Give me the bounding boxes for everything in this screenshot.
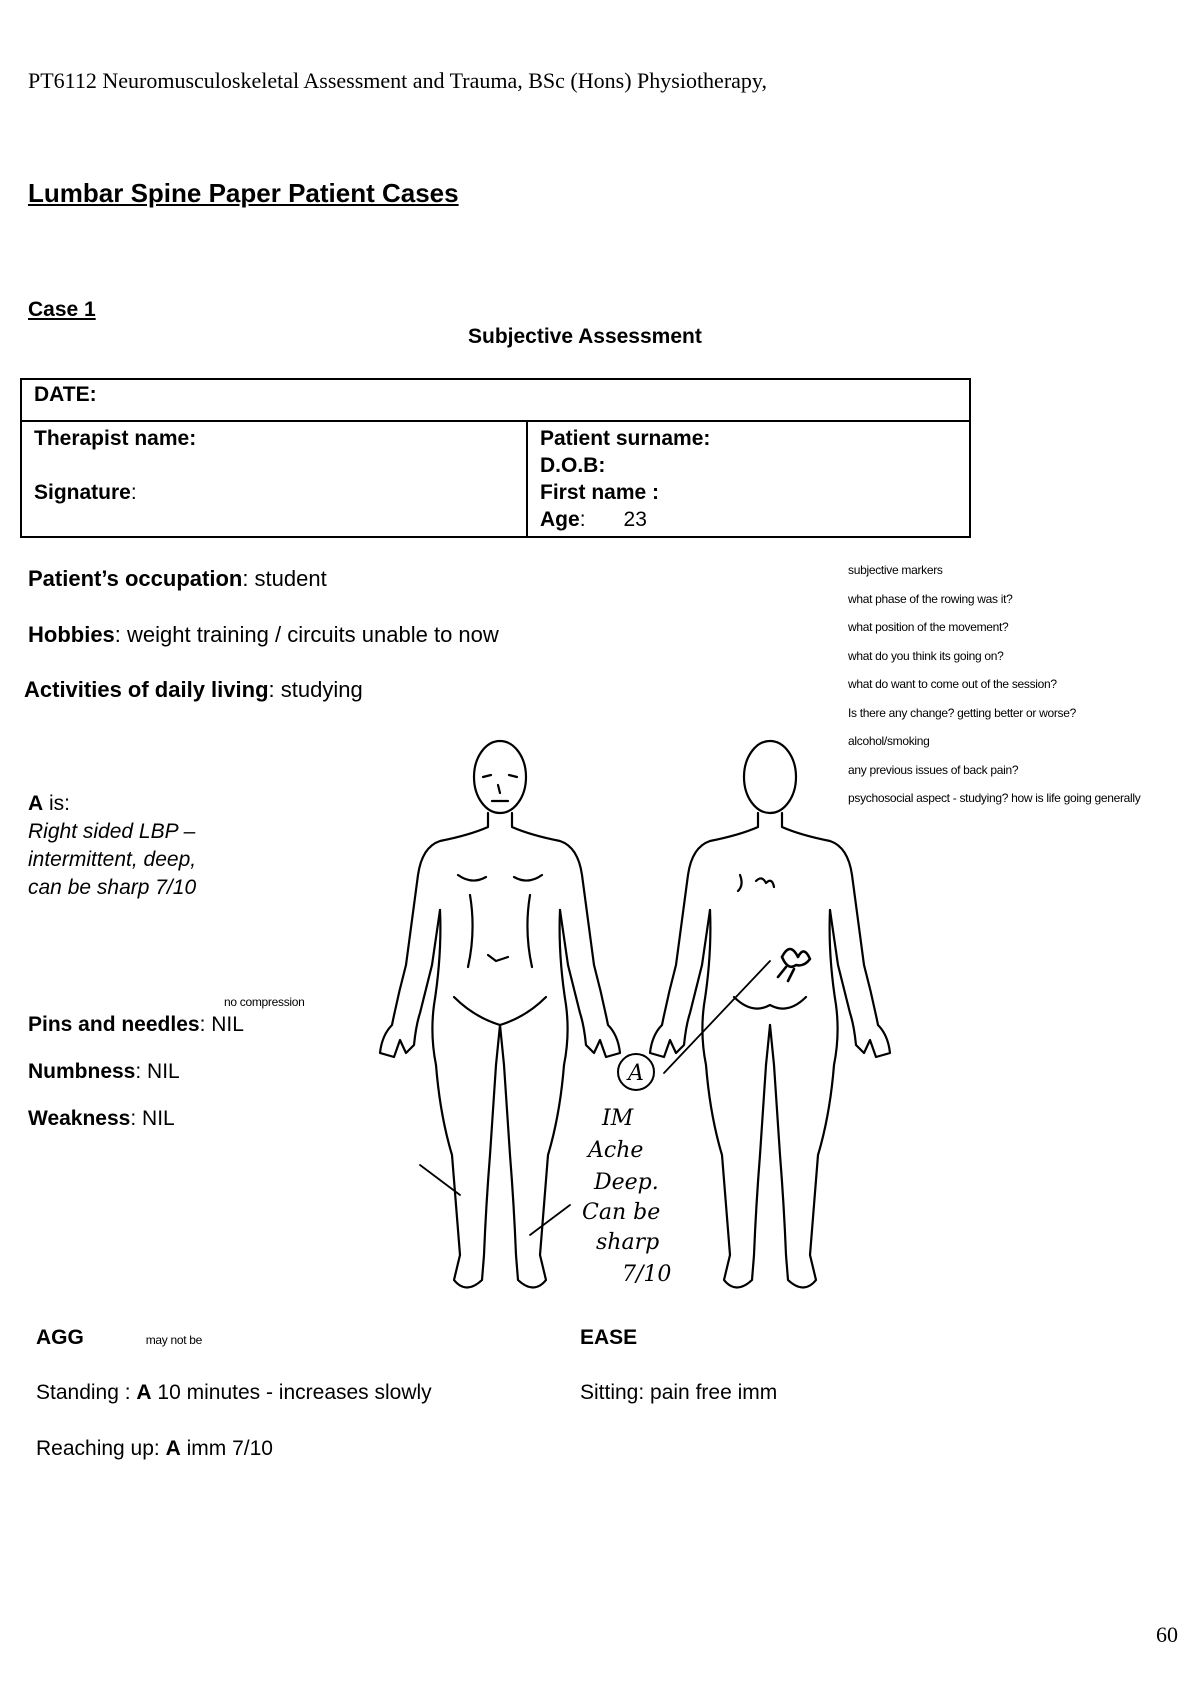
- handwriting-line: 7/10: [622, 1262, 672, 1287]
- patient-surname-label: Patient surname:: [540, 427, 711, 450]
- area-a-line: Right sided LBP –: [28, 820, 196, 843]
- marker-line: Is there any change? getting better or worse?: [848, 705, 1076, 720]
- agg-item-prefix: Standing :: [36, 1381, 137, 1404]
- body-chart: [370, 735, 910, 1315]
- case-label: Case 1: [28, 298, 96, 321]
- back-body-outline: [650, 741, 890, 1288]
- marker-line: what do want to come out of the session?: [848, 677, 1057, 691]
- area-a-description: [28, 790, 196, 902]
- ease-item: [580, 1381, 777, 1405]
- marker-line: what phase of the rowing was it?: [848, 591, 1013, 606]
- marker-line: subjective markers: [848, 563, 943, 577]
- agg-item-text: imm 7/10: [180, 1437, 273, 1460]
- marker-line: what position of the movement?: [848, 620, 1009, 634]
- occupation-label: Patient’s occupation: [28, 566, 243, 591]
- signature-colon: :: [130, 481, 137, 504]
- handwriting-line: A: [628, 1061, 644, 1086]
- handwriting-line: Ache: [588, 1138, 644, 1163]
- handwriting-line: IM: [602, 1106, 634, 1131]
- agg-note: may not be: [145, 1333, 203, 1347]
- pain-area-marking: [778, 949, 810, 981]
- weakness-value: : NIL: [130, 1107, 175, 1130]
- pins-value: : NIL: [199, 1013, 244, 1036]
- agg-heading-row: [36, 1326, 202, 1350]
- area-a-suffix: is:: [43, 792, 71, 815]
- signature-label: Signature: [34, 481, 131, 504]
- pins-needles-field: [28, 1013, 244, 1037]
- occupation-field: [28, 566, 327, 592]
- area-a-line: can be sharp 7/10: [28, 876, 197, 899]
- hobbies-field: [28, 622, 499, 648]
- numbness-field: [28, 1060, 180, 1084]
- date-cell: [21, 379, 970, 421]
- patient-info-table: [20, 378, 971, 538]
- handwriting-line: sharp: [596, 1230, 660, 1255]
- area-a-label: A: [28, 792, 44, 815]
- hobbies-label: Hobbies: [28, 622, 115, 647]
- hobbies-value: : weight training / circuits unable to now: [114, 622, 499, 647]
- weakness-label: Weakness: [28, 1107, 131, 1130]
- handwriting-line: Can be: [582, 1200, 661, 1225]
- body-chart-handwriting: [582, 1061, 671, 1287]
- adl-field: [24, 677, 363, 703]
- marker-line: any previous issues of back pain?: [848, 762, 1019, 777]
- numbness-value: : NIL: [135, 1060, 180, 1083]
- compression-note: no compression: [224, 995, 305, 1009]
- agg-item-text: 10 minutes - increases slowly: [151, 1381, 432, 1404]
- adl-label: Activities of daily living: [24, 677, 269, 702]
- dob-label: D.O.B:: [540, 454, 606, 477]
- agg-heading: AGG: [36, 1326, 84, 1349]
- adl-value: : studying: [268, 677, 363, 702]
- therapist-name-label: Therapist name:: [34, 427, 197, 450]
- agg-item-prefix: Reaching up:: [36, 1437, 166, 1460]
- age-value: 23: [623, 508, 647, 531]
- first-name-label: First name :: [540, 481, 660, 504]
- area-a-line: intermittent, deep,: [28, 848, 197, 871]
- date-label: DATE:: [34, 383, 97, 406]
- agg-item-area: A: [165, 1437, 181, 1460]
- pins-label: Pins and needles: [28, 1013, 200, 1036]
- occupation-value: : student: [242, 566, 327, 591]
- page-number: 60: [1156, 1622, 1178, 1647]
- patient-cell: [527, 421, 970, 537]
- handwriting-line: Deep.: [594, 1170, 659, 1195]
- ease-item-text: Sitting: pain free imm: [580, 1381, 778, 1404]
- marker-line: psychosocial aspect - studying? how is life going generally: [848, 791, 1141, 805]
- document-header: PT6112 Neuromusculoskeletal Assessment and Trauma, BSc (Hons) Physiotherapy,: [28, 68, 767, 93]
- agg-item: [36, 1437, 273, 1461]
- age-label: Age: [540, 508, 580, 531]
- section-title: Subjective Assessment: [468, 325, 702, 348]
- weakness-field: [28, 1107, 175, 1131]
- age-colon: :: [579, 508, 586, 531]
- agg-item-area: A: [136, 1381, 152, 1404]
- ease-heading-row: [580, 1326, 637, 1350]
- marker-line: alcohol/smoking: [848, 734, 930, 748]
- ease-heading: EASE: [580, 1326, 638, 1349]
- marker-line: what do you think its going on?: [848, 648, 1004, 663]
- therapist-cell: [21, 421, 527, 537]
- agg-item: [36, 1381, 432, 1405]
- numbness-label: Numbness: [28, 1060, 136, 1083]
- page-title: Lumbar Spine Paper Patient Cases: [28, 178, 459, 208]
